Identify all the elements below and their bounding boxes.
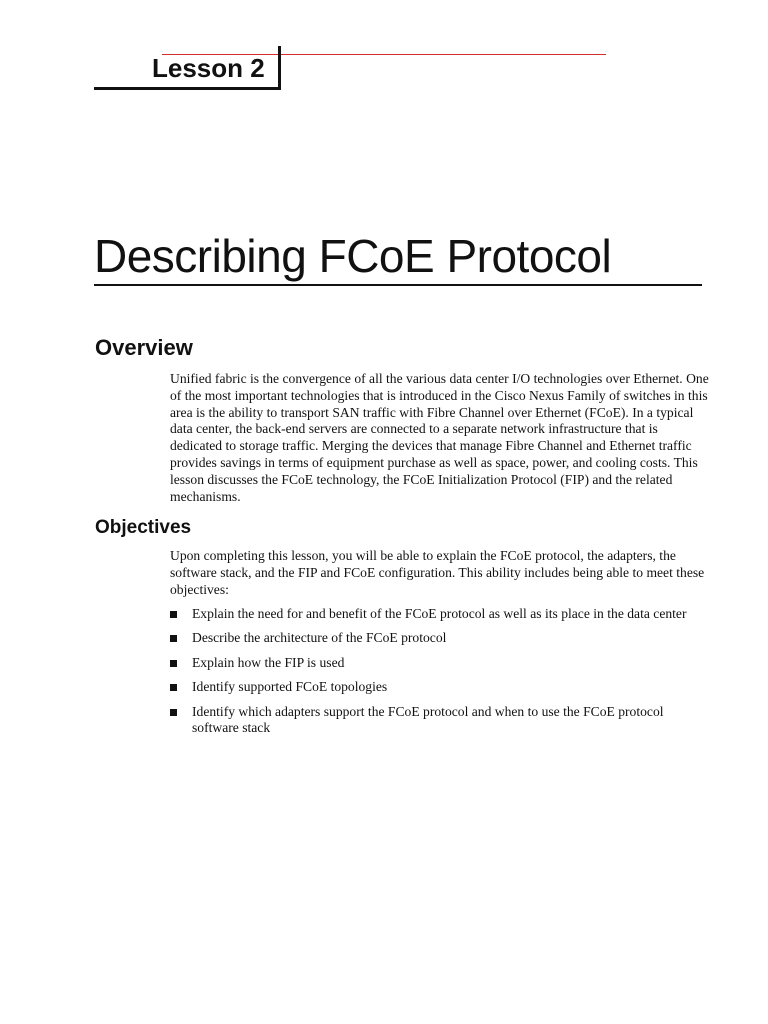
objective-item — [170, 679, 710, 696]
objective-item — [170, 606, 710, 623]
page-title: Describing FCoE Protocol — [94, 230, 612, 282]
overview-heading: Overview — [95, 335, 193, 360]
objective-text: Identify which adapters support the FCoE protocol and when to use the FCoE protocol software stack — [192, 703, 664, 736]
square-bullet-icon — [170, 709, 177, 716]
objective-item — [170, 655, 710, 672]
objective-text: Explain the need for and benefit of the FCoE protocol as well as its place in the data center — [192, 606, 687, 621]
title-underline — [94, 284, 702, 286]
objective-text: Identify supported FCoE topologies — [192, 679, 388, 695]
objectives-heading: Objectives — [95, 517, 192, 538]
square-bullet-icon — [170, 684, 177, 691]
objective-item — [170, 704, 710, 738]
objective-text: Describe the architecture of the FCoE protocol — [192, 630, 447, 646]
lesson-box-right-rule — [278, 46, 281, 90]
objectives-list — [170, 606, 710, 745]
square-bullet-icon — [170, 635, 177, 642]
lesson-label: Lesson 2 — [152, 53, 265, 83]
overview-paragraph: Unified fabric is the convergence of all the various data center I/O technologies over Ethernet. One of the most important technologies that is introduced in the Cisco Nexus Family of switches in this area is the ability to transport SAN traffic with Fibre Channel over Ethernet (FCoE). In a typical data center, the back-end servers are connected to a separate network infrastructure that is dedicated to storage traffic. Merging the devices that manage Fibre Channel and Ethernet traffic provides savings in terms of equipment purchase as well as space, power, and cooling costs. This lesson discusses the FCoE technology, the FCoE Initialization Protocol (FIP) and the related mechanisms. — [170, 371, 709, 504]
objective-item — [170, 630, 710, 647]
square-bullet-icon — [170, 660, 177, 667]
square-bullet-icon — [170, 611, 177, 618]
lesson-box-bottom-rule — [94, 87, 280, 90]
objective-text: Explain how the FIP is used — [192, 654, 345, 670]
objectives-intro: Upon completing this lesson, you will be able to explain the FCoE protocol, the adapters, the software stack, and the FIP and FCoE configuration. This ability includes being able to meet these objectives: — [170, 548, 705, 597]
